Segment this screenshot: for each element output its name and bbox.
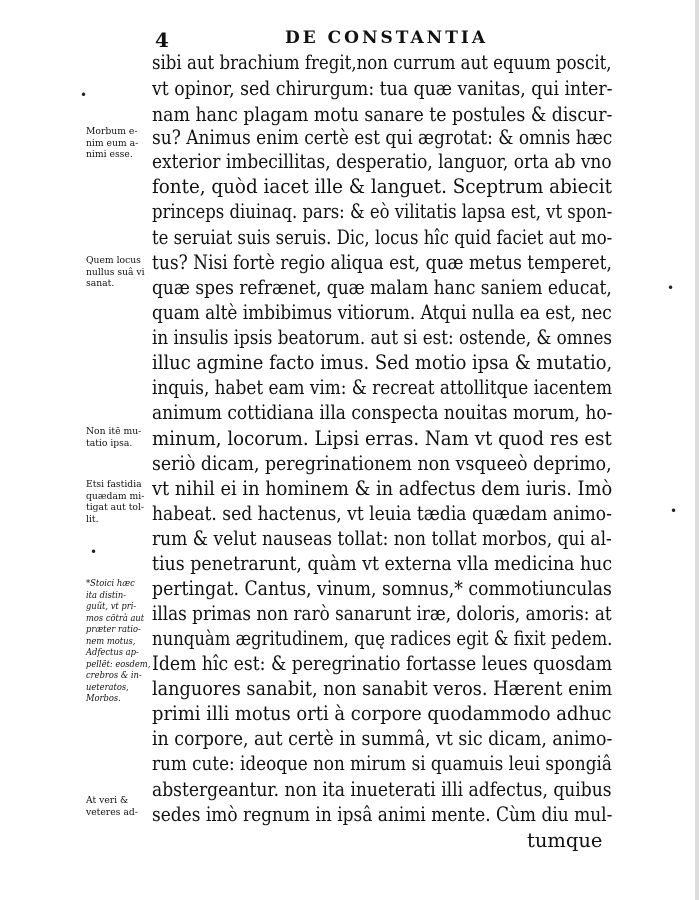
body-line: rum cute: ideoque non mirum si quamuis leui spongiâ — [152, 752, 612, 775]
page-edge-shadow — [695, 0, 699, 900]
body-line: princeps diuinaq. pars: & eò vilitatis lapsa est, vt spon- — [152, 200, 613, 223]
body-line: abstergeantur. non ita inueterati illi adfectus, quibus — [152, 778, 612, 801]
body-line: vt opinor, sed chirurgum: tua quæ vanitas, qui inter- — [152, 77, 613, 100]
catchword: tumque — [527, 829, 603, 852]
body-line: illas primas non rarò sanarunt iræ, doloris, amoris: at — [152, 602, 612, 625]
body-line: quam altè imbibimus vitiorum. Atqui nulla ea est, nec — [152, 301, 612, 324]
marginal-note: Quem locus nullus suâ vi sanat. — [86, 255, 145, 289]
body-line: fonte, quòd iacet ille & languet. Sceptrum abiecit — [152, 175, 612, 198]
body-line: habeat. sed hactenus, vt leuia tædia quædam animo- — [152, 502, 612, 525]
page-number: 4 — [155, 28, 169, 52]
marginal-note: Morbum e- nim eum a- nimi esse. — [86, 126, 139, 160]
body-line: primi illi motus orti à corpore quodammodo adhuc — [152, 702, 612, 725]
body-line: Idem hîc est: & peregrinatio fortasse leues quosdam — [152, 652, 613, 675]
marginal-note: Non itē mu- tatio ipsa. — [86, 426, 142, 449]
body-line: rum & velut nauseas tollat: non tollat morbos, qui al- — [152, 527, 612, 550]
body-line: nunquàm ægritudinem, quę radices egit & fixit pedem. — [152, 627, 613, 650]
marginal-note: Etsi fastidia quædam mi- tigat aut tol- lit. — [86, 479, 145, 525]
ink-dot: • — [670, 504, 678, 518]
body-line: tus? Nisi fortè regio aliqua est, quæ metus temperet, — [152, 251, 612, 274]
body-line: pertingat. Cantus, vinum, somnus,* commotiunculas — [152, 577, 612, 600]
body-line: tius penetrarunt, quàm vt externa vlla medicina huc — [152, 552, 613, 575]
body-line: seriò dicam, peregrinationem non vsqueeò deprimo, — [152, 452, 612, 475]
body-line: exterior imbecillitas, desperatio, languor, orta ab vno — [152, 150, 612, 173]
body-line: languores sanabit, non sanabit veros. Hærent enim — [152, 677, 613, 700]
body-line: minum, locorum. Lipsi erras. Nam vt quod res est — [152, 427, 612, 450]
body-line: in insulis ipsis beatorum. aut si est: ostende, & omnes — [152, 326, 613, 349]
marginal-note: *Stoici hæc ita distin- guũt, vt pri- mos cōtrà aut præter ratio- nem motus, Adfectus ap- pellēt: eosdem, crebros & in- ueteratos, Morbos. — [86, 578, 151, 704]
body-line: su? Animus enim certè est qui ægrotat: & omnis hæc — [152, 126, 613, 149]
ink-dot: • — [80, 88, 88, 102]
body-line: quæ spes refrænet, quæ malam hanc saniem educat, — [152, 276, 612, 299]
body-line: sedes imò regnum in ipsâ animi mente. Cùm diu mul- — [152, 803, 613, 826]
marginal-note: At veri & veteres ad- — [86, 795, 138, 818]
body-line: illuc agmine facto imus. Sed motio ipsa & mutatio, — [152, 351, 613, 374]
body-line: vt nihil ei in hominem & in adfectus dem iuris. Imò — [152, 477, 613, 500]
body-line: in corpore, aut certè in summâ, vt sic dicam, animo- — [152, 727, 613, 750]
ink-dot: • — [667, 281, 675, 295]
body-line: sibi aut brachium fregit,non currum aut equum poscit, — [152, 51, 612, 74]
body-line: inquis, habet eam vim: & recreat attollitque iacentem — [152, 376, 613, 399]
running-title: DE CONSTANTIA — [285, 28, 489, 48]
body-line: te seruiat suis seruis. Dic, locus hîc quid faciet aut mo- — [152, 226, 613, 249]
ink-dot: • — [90, 545, 98, 559]
body-line: nam hanc plagam motu sanare te postules & discur- — [152, 103, 613, 126]
body-line: animum cottidiana illa conspecta nouitas morum, ho- — [152, 401, 613, 424]
